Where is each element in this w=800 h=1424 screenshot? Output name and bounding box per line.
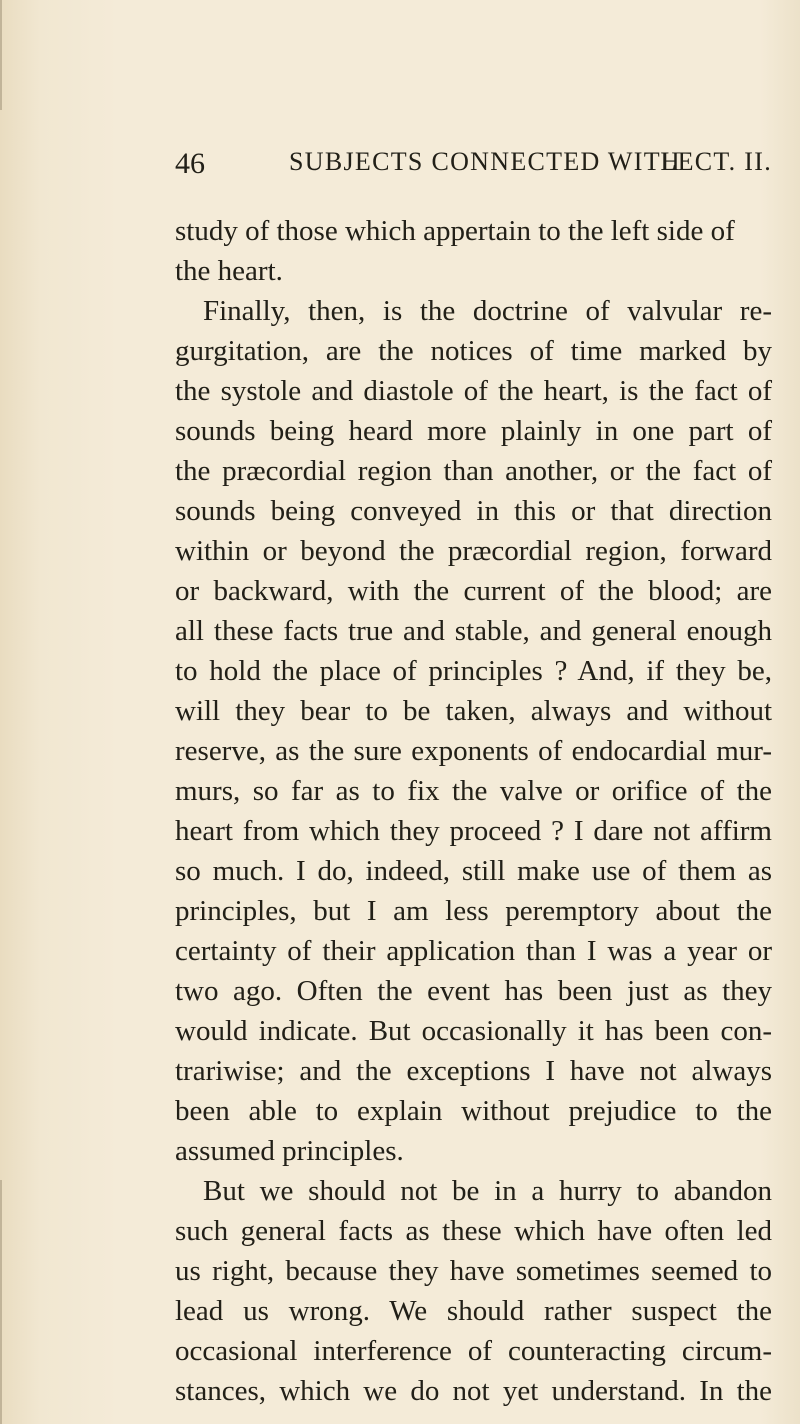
- paragraph-first-line: But we should not be in a hurry to abandon: [203, 1175, 772, 1207]
- text-line: will they bear to be taken, always and without: [175, 695, 772, 727]
- text-line: trariwise; and the exceptions I have not always: [175, 1055, 772, 1087]
- text-line: assumed principles.: [175, 1135, 404, 1167]
- text-line: would indicate. But occasionally it has been con-: [175, 1015, 772, 1047]
- gutter-edge: [0, 0, 30, 110]
- text-line: certainty of their application than I was a year or: [175, 935, 772, 967]
- text-line: so much. I do, indeed, still make use of them as: [175, 855, 772, 887]
- text-line: the systole and diastole of the heart, is the fact of: [175, 375, 772, 407]
- text-line: us right, because they have sometimes seemed to: [175, 1255, 772, 1287]
- text-line: two ago. Often the event has been just as they: [175, 975, 772, 1007]
- page-number: 46: [175, 147, 205, 180]
- text-line: occasional interference of counteracting circum-: [175, 1335, 772, 1367]
- text-line: gurgitation, are the notices of time marked by: [175, 335, 772, 367]
- text-line: principles, but I am less peremptory about the: [175, 895, 772, 927]
- lecture-number: LECT. II.: [660, 147, 772, 176]
- text-line: reserve, as the sure exponents of endocardial mur-: [175, 735, 772, 767]
- text-line: all these facts true and stable, and general enough: [175, 615, 772, 647]
- text-line: been able to explain without prejudice to the: [175, 1095, 772, 1127]
- paragraph-first-line: Finally, then, is the doctrine of valvular re-: [203, 295, 772, 327]
- gutter-edge: [0, 1180, 30, 1424]
- text-line: the heart.: [175, 255, 283, 287]
- text-line: murs, so far as to fix the valve or orifice of the: [175, 775, 772, 807]
- text-line: sounds being conveyed in this or that direction: [175, 495, 772, 527]
- text-line: study of those which appertain to the left side of: [175, 215, 735, 247]
- text-line: lead us wrong. We should rather suspect the: [175, 1295, 772, 1327]
- text-line: the præcordial region than another, or the fact of: [175, 455, 772, 487]
- text-line: to hold the place of principles ? And, if they be,: [175, 655, 772, 687]
- text-line: such general facts as these which have often led: [175, 1215, 772, 1247]
- text-line: sounds being heard more plainly in one part of: [175, 415, 772, 447]
- running-head: [175, 147, 772, 187]
- body-text: [175, 211, 772, 1411]
- text-line: heart from which they proceed ? I dare not affirm: [175, 815, 772, 847]
- text-line: or backward, with the current of the blood; are: [175, 575, 772, 607]
- text-line: stances, which we do not yet understand. In the: [175, 1375, 772, 1407]
- running-title: SUBJECTS CONNECTED WITH: [289, 147, 681, 176]
- text-line: within or beyond the præcordial region, forward: [175, 535, 772, 567]
